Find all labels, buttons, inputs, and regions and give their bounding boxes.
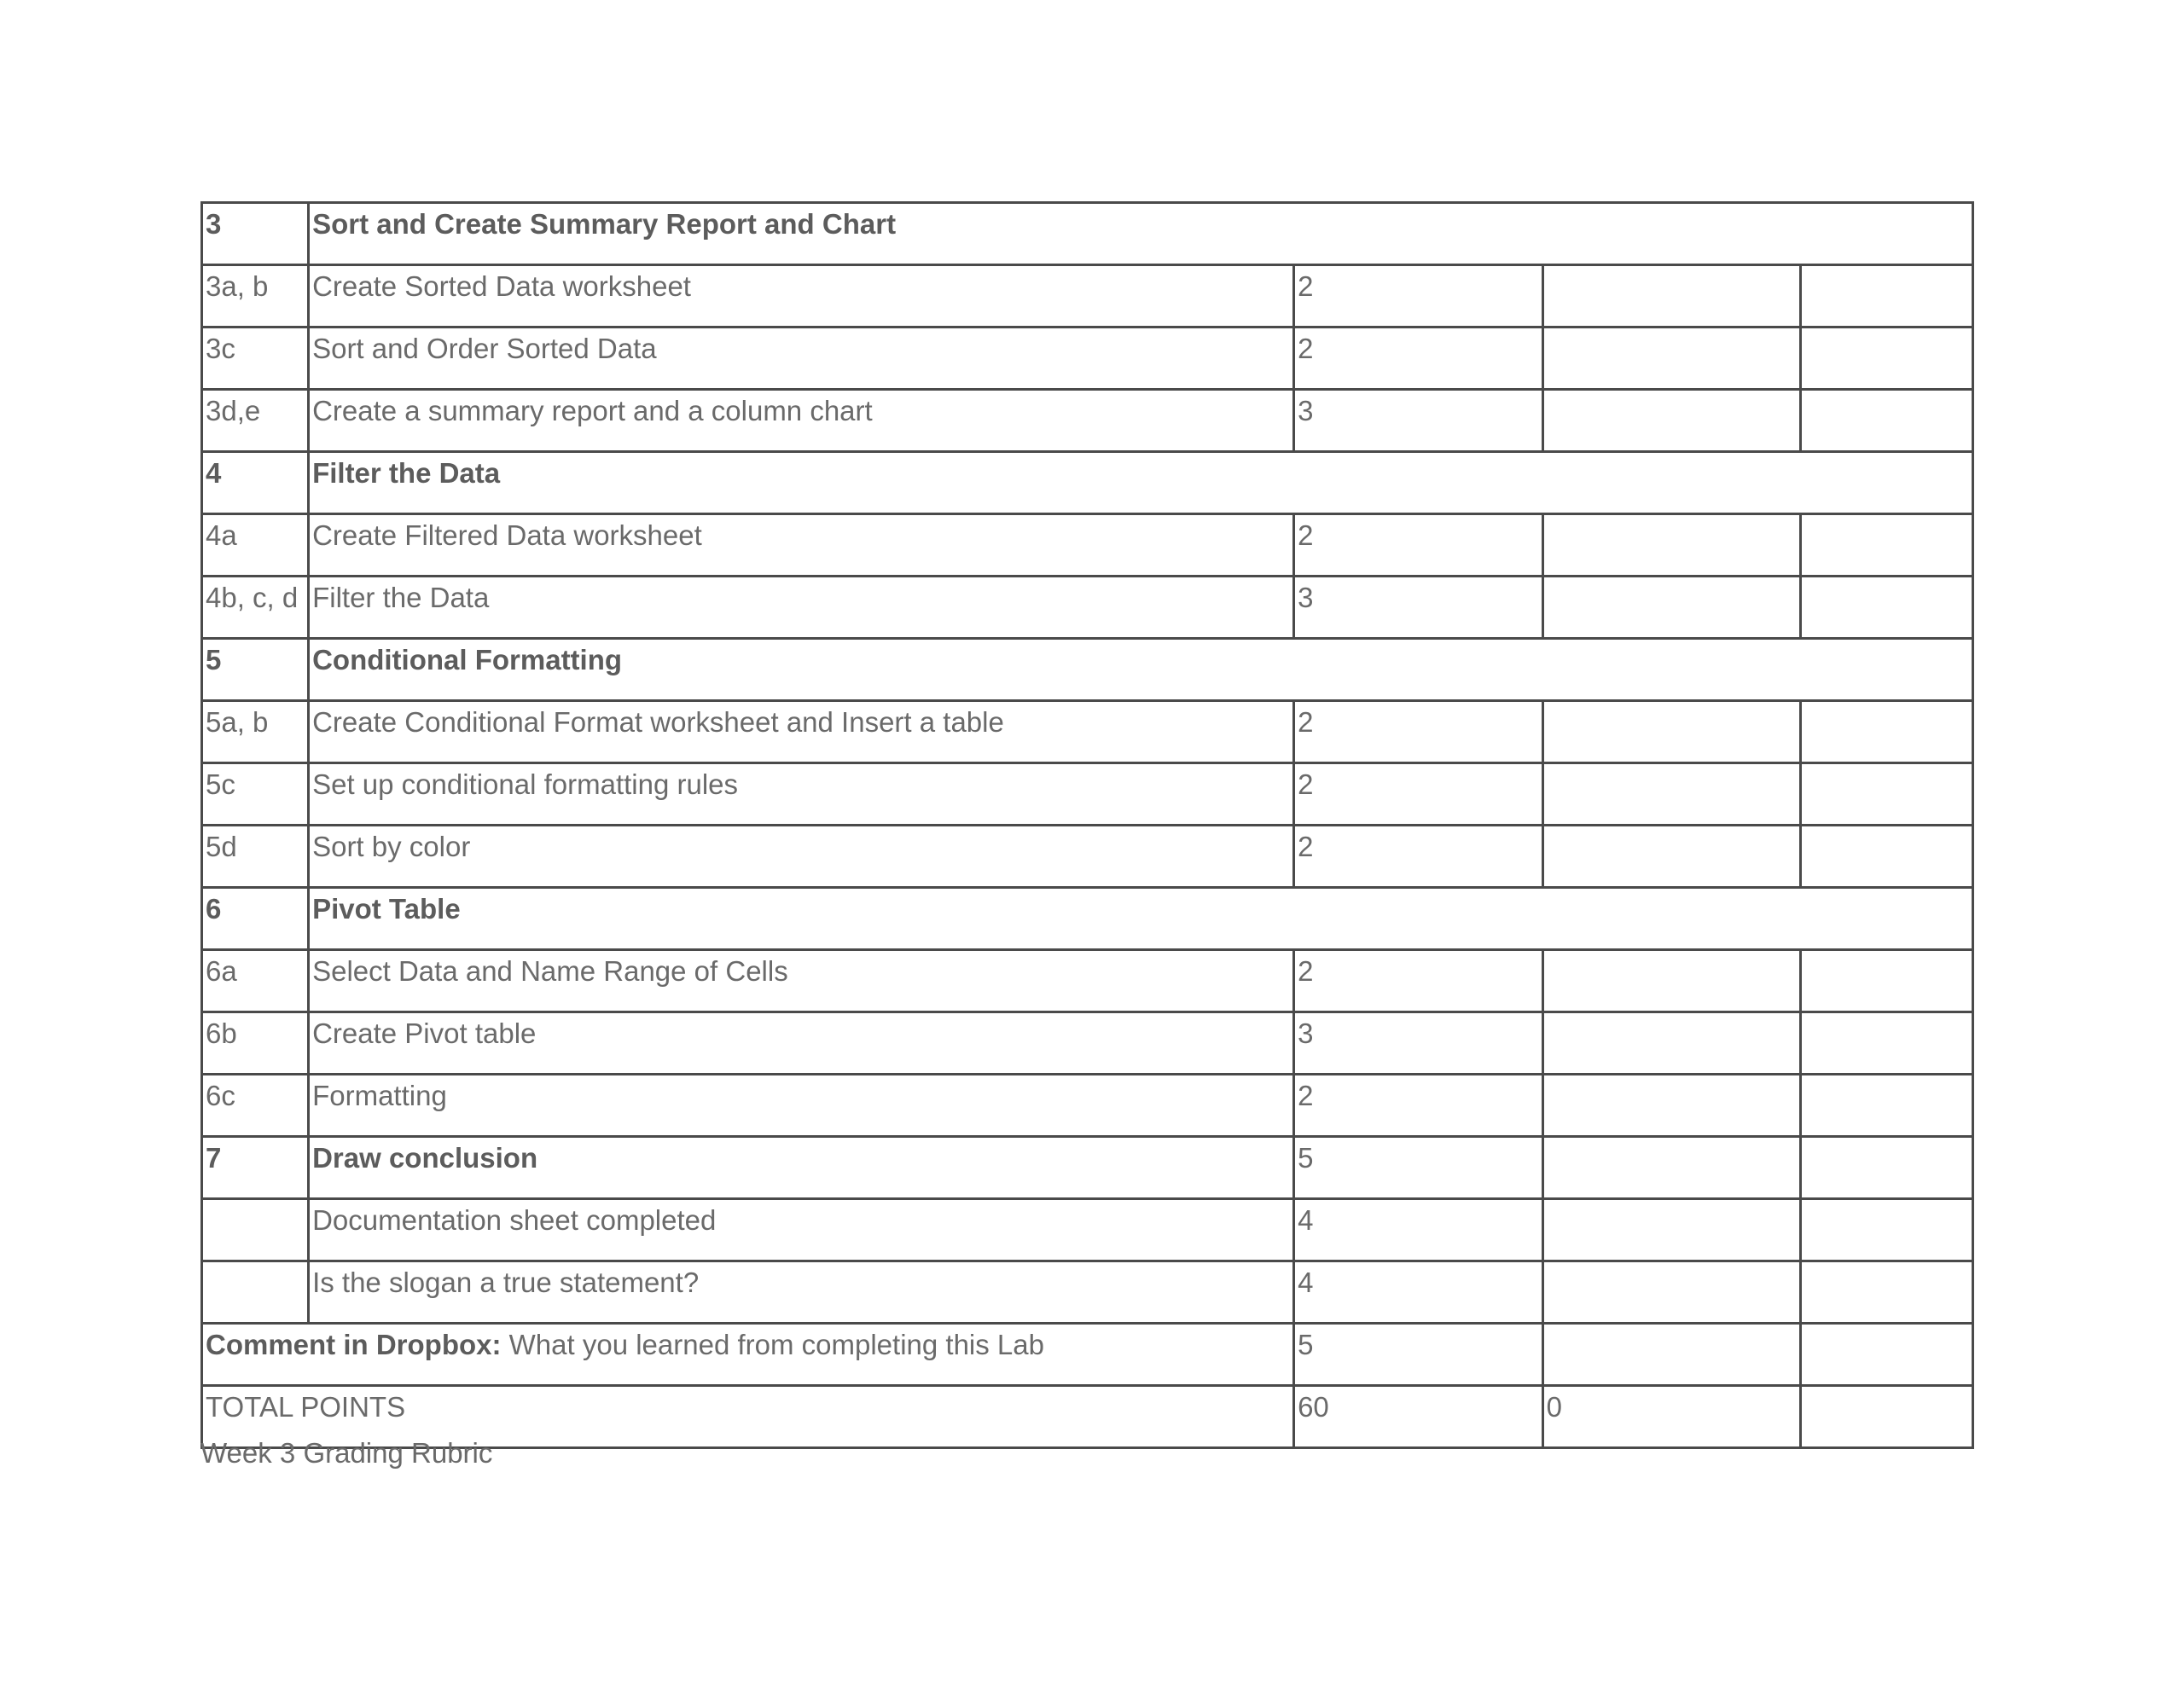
item-points: 2 bbox=[1294, 763, 1543, 826]
item-comments bbox=[1801, 328, 1973, 390]
table-row bbox=[202, 1012, 1973, 1075]
item-id: 7 bbox=[202, 1137, 309, 1199]
item-id: 5d bbox=[202, 826, 309, 888]
item-points: 3 bbox=[1294, 390, 1543, 452]
table-row bbox=[202, 328, 1973, 390]
comment-label-bold: Comment in Dropbox: bbox=[206, 1329, 502, 1360]
item-points-earned bbox=[1542, 1261, 1801, 1324]
item-points: 2 bbox=[1294, 328, 1543, 390]
item-points: 2 bbox=[1294, 1075, 1543, 1137]
item-points: 3 bbox=[1294, 577, 1543, 639]
item-comments bbox=[1801, 1075, 1973, 1137]
section-row bbox=[202, 639, 1973, 701]
section-row bbox=[202, 888, 1973, 950]
item-points-earned bbox=[1542, 1137, 1801, 1199]
item-points-earned bbox=[1542, 514, 1801, 577]
section-title: Sort and Create Summary Report and Chart bbox=[309, 203, 1973, 265]
item-points-earned bbox=[1542, 577, 1801, 639]
item-points-earned bbox=[1542, 1012, 1801, 1075]
item-comments bbox=[1801, 265, 1973, 328]
table-row bbox=[202, 1137, 1973, 1199]
item-comments bbox=[1801, 1261, 1973, 1324]
item-description: Create Pivot table bbox=[309, 1012, 1294, 1075]
table-row bbox=[202, 763, 1973, 826]
item-points-earned bbox=[1542, 1075, 1801, 1137]
item-comments bbox=[1801, 1012, 1973, 1075]
item-points: 4 bbox=[1294, 1261, 1543, 1324]
item-id: 6a bbox=[202, 950, 309, 1012]
item-description: Select Data and Name Range of Cells bbox=[309, 950, 1294, 1012]
table-row bbox=[202, 950, 1973, 1012]
table-row bbox=[202, 1075, 1973, 1137]
table-row bbox=[202, 577, 1973, 639]
comment-comments bbox=[1801, 1324, 1973, 1386]
item-comments bbox=[1801, 763, 1973, 826]
item-description: Set up conditional formatting rules bbox=[309, 763, 1294, 826]
total-points: 60 bbox=[1294, 1386, 1543, 1448]
item-comments bbox=[1801, 577, 1973, 639]
section-row bbox=[202, 203, 1973, 265]
item-points-earned bbox=[1542, 1199, 1801, 1261]
item-points-earned bbox=[1542, 328, 1801, 390]
table-row bbox=[202, 1199, 1973, 1261]
table-row bbox=[202, 514, 1973, 577]
item-description: Create a summary report and a column chart bbox=[309, 390, 1294, 452]
item-description: Create Conditional Format worksheet and Insert a table bbox=[309, 701, 1294, 763]
table-row bbox=[202, 265, 1973, 328]
section-id: 6 bbox=[202, 888, 309, 950]
section-id: 4 bbox=[202, 452, 309, 514]
section-row bbox=[202, 452, 1973, 514]
section-id: 5 bbox=[202, 639, 309, 701]
item-comments bbox=[1801, 390, 1973, 452]
comment-label-text: What you learned from completing this Lab bbox=[501, 1329, 1044, 1360]
item-id: 5c bbox=[202, 763, 309, 826]
item-id: 6b bbox=[202, 1012, 309, 1075]
item-id: 3d,e bbox=[202, 390, 309, 452]
item-comments bbox=[1801, 514, 1973, 577]
item-description: Formatting bbox=[309, 1075, 1294, 1137]
section-id: 3 bbox=[202, 203, 309, 265]
item-points: 2 bbox=[1294, 826, 1543, 888]
item-description: Draw conclusion bbox=[309, 1137, 1294, 1199]
total-label: TOTAL POINTS bbox=[202, 1386, 1294, 1448]
item-points: 4 bbox=[1294, 1199, 1543, 1261]
item-id: 3a, b bbox=[202, 265, 309, 328]
rubric-body bbox=[202, 203, 1973, 1448]
grading-rubric-table bbox=[200, 201, 1974, 1449]
table-row bbox=[202, 1261, 1973, 1324]
item-id bbox=[202, 1199, 309, 1261]
item-points-earned bbox=[1542, 950, 1801, 1012]
comment-points: 5 bbox=[1294, 1324, 1543, 1386]
item-points: 3 bbox=[1294, 1012, 1543, 1075]
item-comments bbox=[1801, 701, 1973, 763]
table-row bbox=[202, 390, 1973, 452]
table-row bbox=[202, 701, 1973, 763]
item-description: Documentation sheet completed bbox=[309, 1199, 1294, 1261]
item-comments bbox=[1801, 1137, 1973, 1199]
item-points: 2 bbox=[1294, 514, 1543, 577]
item-id bbox=[202, 1261, 309, 1324]
item-points-earned bbox=[1542, 701, 1801, 763]
item-description: Create Sorted Data worksheet bbox=[309, 265, 1294, 328]
item-id: 5a, b bbox=[202, 701, 309, 763]
item-description: Filter the Data bbox=[309, 577, 1294, 639]
item-comments bbox=[1801, 1199, 1973, 1261]
item-id: 4b, c, d bbox=[202, 577, 309, 639]
item-comments bbox=[1801, 950, 1973, 1012]
item-description: Sort by color bbox=[309, 826, 1294, 888]
total-comments bbox=[1801, 1386, 1973, 1448]
item-points-earned bbox=[1542, 826, 1801, 888]
item-points: 5 bbox=[1294, 1137, 1543, 1199]
item-id: 4a bbox=[202, 514, 309, 577]
table-row bbox=[202, 826, 1973, 888]
item-points-earned bbox=[1542, 763, 1801, 826]
item-description: Is the slogan a true statement? bbox=[309, 1261, 1294, 1324]
section-title: Filter the Data bbox=[309, 452, 1973, 514]
item-points-earned bbox=[1542, 390, 1801, 452]
item-points: 2 bbox=[1294, 701, 1543, 763]
item-description: Create Filtered Data worksheet bbox=[309, 514, 1294, 577]
item-points: 2 bbox=[1294, 265, 1543, 328]
item-points-earned bbox=[1542, 265, 1801, 328]
comment-row bbox=[202, 1324, 1973, 1386]
total-points-earned: 0 bbox=[1542, 1386, 1801, 1448]
rubric-caption: Week 3 Grading Rubric bbox=[200, 1437, 493, 1469]
item-id: 6c bbox=[202, 1075, 309, 1137]
section-title: Pivot Table bbox=[309, 888, 1973, 950]
item-points: 2 bbox=[1294, 950, 1543, 1012]
item-description: Sort and Order Sorted Data bbox=[309, 328, 1294, 390]
comment-label bbox=[202, 1324, 1294, 1386]
item-id: 3c bbox=[202, 328, 309, 390]
section-title: Conditional Formatting bbox=[309, 639, 1973, 701]
comment-points-earned bbox=[1542, 1324, 1801, 1386]
item-comments bbox=[1801, 826, 1973, 888]
